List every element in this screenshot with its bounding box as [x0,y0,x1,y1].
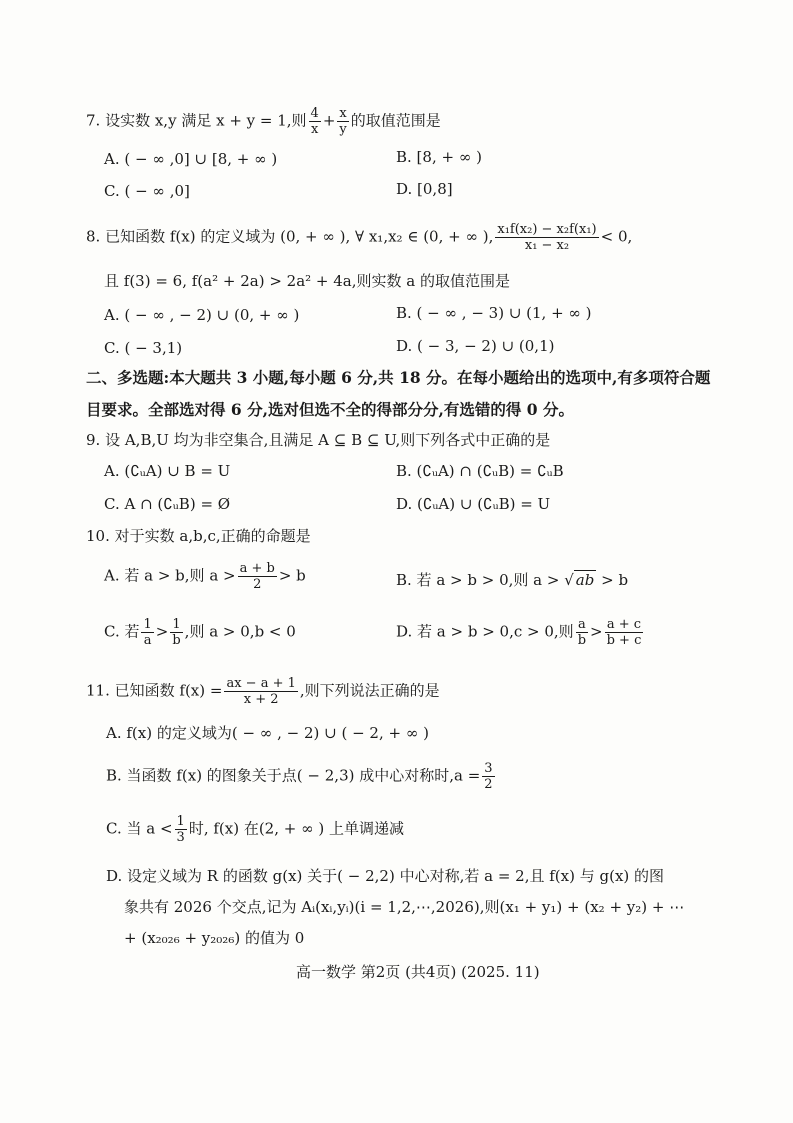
q9-option-c: C. A ∩ (∁ᵤB) = Ø [104,495,231,513]
q7-stem: 7. 设实数 x,y 满足 x + y = 1,则 $\frac{4}{x}$ + $\frac{x}{y}$ 的取值范围是 [86,106,441,137]
q7-option-c: C. ( − ∞ ,0] [104,182,190,200]
section2-heading-line2: 目要求。全部选对得 6 分,选对但选不全的得部分分,有选错的得 0 分。 [86,400,574,419]
section2-heading-line1: 二、多选题:本大题共 3 小题,每小题 6 分,共 18 分。在每小题给出的选项中,有多项符合题 [86,368,711,387]
q7-fraction-1: $\frac{4}{x}$ [310,106,319,137]
q11-option-a: A. f(x) 的定义域为( − ∞ , − 2) ∪ ( − 2, + ∞ ) [106,724,429,742]
page-footer: 高一数学 第2页 (共4页) (2025. 11) [296,963,540,981]
q9-option-d: D. (∁ᵤA) ∪ (∁ᵤB) = U [396,495,551,513]
q10-stem: 10. 对于实数 a,b,c,正确的命题是 [86,527,311,545]
q7-stem-prefix: 7. 设实数 x,y 满足 x + y = 1,则 [86,111,307,130]
q7-fraction-2: $\frac{x}{y}$ [339,106,347,137]
sqrt-symbol: √ [564,571,574,589]
q7-option-b: B. [8, + ∞ ) [396,148,482,166]
q8-stem-suffix: < 0, [600,227,633,246]
q8-stem-line2: 且 f(3) = 6, f(a² + 2a) > 2a² + 4a,则实数 a 的取值范围是 [104,272,510,290]
q10-option-a: A. 若 a > b,则 a > $\frac{a + b}{2}$ > b [104,561,306,592]
q8-stem-prefix: 8. 已知函数 f(x) 的定义域为 (0, + ∞ ), ∀ x₁,x₂ ∈ (0, + ∞ ), [86,227,494,246]
q11-option-c: C. 当 a < $\frac{1}{3}$ 时, f(x) 在(2, + ∞ ) 上单调递减 [106,814,404,845]
q11-fraction: $\frac{ax - a + 1}{x + 2}$ [226,676,296,707]
q8-option-b: B. ( − ∞ , − 3) ∪ (1, + ∞ ) [396,304,592,322]
q10-option-d: D. 若 a > b > 0,c > 0,则 $\frac{a}{b}$ > $\frac{a + c}{b + c}$ [396,617,642,648]
q8-option-a: A. ( − ∞ , − 2) ∪ (0, + ∞ ) [104,306,300,324]
q11-stem: 11. 已知函数 f(x) = $\frac{ax - a + 1}{x + 2}$ ,则下列说法正确的是 [86,676,440,707]
q9-option-b: B. (∁ᵤA) ∩ (∁ᵤB) = ∁ᵤB [396,462,564,480]
q8-option-c: C. ( − 3,1) [104,339,183,357]
q10-a-fraction: $\frac{a + b}{2}$ [239,561,275,592]
q11-option-d-line2: 象共有 2026 个交点,记为 Aᵢ(xᵢ,yᵢ)(i = 1,2,⋯,2026),则(x₁ + y₁) + (x₂ + y₂) + ⋯ [124,898,685,916]
q7-option-a: A. ( − ∞ ,0] ∪ [8, + ∞ ) [104,150,278,168]
q9-option-a: A. (∁ᵤA) ∪ B = U [104,462,231,480]
q10-b-radicand: ab [575,571,595,589]
q8-fraction: $\frac{\text{x₁f(x₂) − x₂f(x₁)}}{\text{x₁ − x₂}}$ [497,222,597,253]
q11-option-d-line1: D. 设定义域为 R 的函数 g(x) 关于( − 2,2) 中心对称,若 a = 2,且 f(x) 与 g(x) 的图 [106,867,665,885]
q11-option-d-line3: + (x₂₀₂₆ + y₂₀₂₆) 的值为 0 [124,929,305,947]
q10-option-b: B. 若 a > b > 0,则 a > √ ab > b [396,571,629,589]
q9-stem: 9. 设 A,B,U 均为非空集合,且满足 A ⊆ B ⊆ U,则下列各式中正确的是 [86,431,551,449]
q11-option-b: B. 当函数 f(x) 的图象关于点( − 2,3) 成中心对称时,a = $\frac{3}{2}$ [106,761,493,792]
q7-option-d: D. [0,8] [396,180,453,198]
q7-stem-suffix: 的取值范围是 [350,111,441,130]
q10-option-c: C. 若 $\frac{1}{a}$ > $\frac{1}{b}$ ,则 a > 0,b < 0 [104,617,296,648]
q8-option-d: D. ( − 3, − 2) ∪ (0,1) [396,337,555,355]
q8-stem [86,222,632,253]
